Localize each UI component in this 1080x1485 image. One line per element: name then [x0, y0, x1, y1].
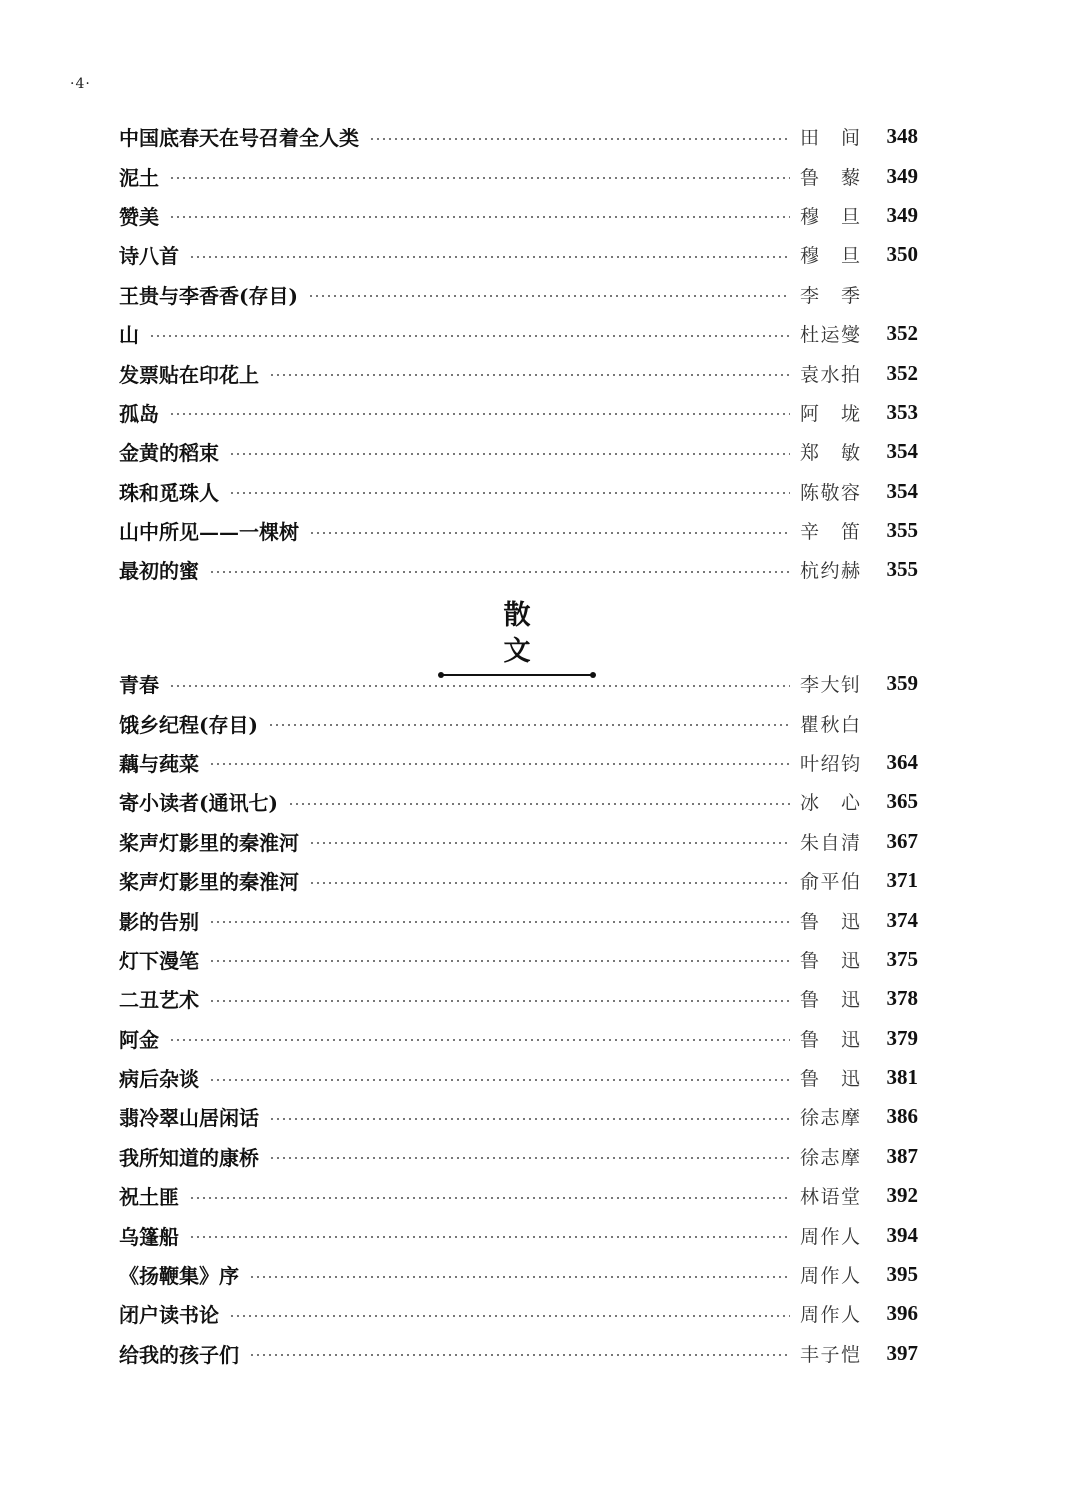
entry-author: 辛 笛 [800, 521, 860, 544]
dot-leader [209, 919, 790, 925]
dot-leader [209, 761, 790, 767]
toc-entry [119, 353, 918, 392]
entry-author: 田 间 [800, 127, 860, 150]
entry-author: 杜运燮 [800, 324, 860, 347]
entry-title: 我所知道的康桥 [119, 1145, 259, 1170]
entry-page: 374 [886, 907, 918, 932]
entry-title: 饿乡纪程(存目) [119, 712, 258, 737]
dot-leader [269, 372, 790, 378]
entry-title: 金黄的稻束 [119, 441, 219, 466]
entry-page: 352 [886, 321, 918, 346]
dot-leader [189, 254, 790, 260]
dot-leader [209, 998, 790, 1004]
entry-author: 鲁 迅 [800, 949, 860, 972]
dot-leader [268, 722, 790, 728]
entry-title: 翡冷翠山居闲话 [119, 1106, 259, 1131]
dot-leader [169, 214, 790, 220]
dot-leader [189, 1195, 790, 1201]
entry-page: 350 [886, 242, 918, 267]
entry-title: 中国底春天在号召着全人类 [119, 126, 359, 151]
toc-entry [119, 782, 918, 821]
entry-page: 367 [886, 828, 918, 853]
entry-page: 395 [886, 1262, 918, 1287]
entry-author: 郑 敏 [800, 442, 860, 465]
entry-page: 354 [886, 478, 918, 503]
dot-leader [149, 333, 790, 339]
entry-author: 周作人 [800, 1225, 860, 1248]
entry-title: 赞美 [119, 204, 159, 229]
dot-leader [288, 801, 790, 807]
entry-author: 鲁 藜 [800, 166, 860, 189]
dot-leader [229, 490, 790, 496]
entry-author: 杭约赫 [800, 560, 860, 583]
entry-title: 寄小读者(通讯七) [119, 791, 278, 816]
toc-entry [119, 1255, 918, 1294]
entry-page: 371 [886, 868, 918, 893]
toc-entry [119, 1176, 918, 1215]
toc-entry [119, 550, 918, 589]
entry-page: 392 [886, 1183, 918, 1208]
dot-leader [169, 411, 790, 417]
dot-leader [309, 840, 790, 846]
entry-title: 桨声灯影里的秦淮河 [119, 870, 299, 895]
toc-entry [119, 432, 918, 471]
entry-author: 冰 心 [800, 792, 860, 815]
toc-entry [119, 664, 918, 703]
entry-author: 袁水拍 [800, 363, 860, 386]
entry-page: 397 [886, 1340, 918, 1365]
entry-title: 诗八首 [119, 244, 179, 269]
entry-page: 349 [886, 163, 918, 188]
dot-leader [169, 1037, 790, 1043]
toc-entry [119, 511, 918, 550]
entry-page: 364 [886, 749, 918, 774]
dot-leader [189, 1234, 790, 1240]
entry-page: 354 [886, 439, 918, 464]
entry-page: 348 [886, 124, 918, 149]
entry-page: 359 [886, 671, 918, 696]
entry-author: 徐志摩 [800, 1146, 860, 1169]
dot-leader [209, 958, 790, 964]
toc-entry [119, 196, 918, 235]
entry-title: 《扬鞭集》序 [119, 1264, 239, 1289]
dot-leader [269, 1155, 790, 1161]
entry-title: 乌篷船 [119, 1224, 179, 1249]
toc-entry [119, 743, 918, 782]
dot-leader [209, 1077, 790, 1083]
toc-entry [119, 822, 918, 861]
dot-leader [169, 683, 790, 689]
dot-leader [229, 451, 790, 457]
entry-author: 鲁 迅 [800, 1068, 860, 1091]
entry-page: 394 [886, 1222, 918, 1247]
toc-entry [119, 1215, 918, 1254]
entry-title: 藕与莼菜 [119, 751, 199, 776]
entry-author: 鲁 迅 [800, 910, 860, 933]
entry-author: 李 季 [800, 284, 860, 307]
toc-entry [119, 1097, 918, 1136]
toc-entry [119, 472, 918, 511]
entry-title: 山中所见——一棵树 [119, 520, 299, 545]
entry-author: 陈敬容 [800, 481, 860, 504]
entry-page: 353 [886, 399, 918, 424]
entry-title: 孤岛 [119, 401, 159, 426]
dot-leader [309, 530, 790, 536]
dot-leader [269, 1116, 790, 1122]
toc-entry [119, 979, 918, 1018]
toc-entry [119, 314, 918, 353]
entry-author: 周作人 [800, 1265, 860, 1288]
entry-page: 379 [886, 1025, 918, 1050]
toc-entry [119, 1019, 918, 1058]
dot-leader [309, 880, 790, 886]
entry-author: 阿 垅 [800, 402, 860, 425]
toc-entry [119, 393, 918, 432]
entry-author: 周作人 [800, 1304, 860, 1327]
entry-author: 徐志摩 [800, 1107, 860, 1130]
entry-page: 378 [886, 986, 918, 1011]
entry-page: 386 [886, 1104, 918, 1129]
entry-title: 最初的蜜 [119, 559, 199, 584]
entry-page: 396 [886, 1301, 918, 1326]
entry-title: 灯下漫笔 [119, 948, 199, 973]
toc-entry [119, 1294, 918, 1333]
entry-title: 阿金 [119, 1027, 159, 1052]
entry-title: 山 [119, 323, 139, 348]
entry-title: 青春 [119, 673, 159, 698]
toc-entry [119, 900, 918, 939]
dot-leader [229, 1313, 790, 1319]
section-title: 散 文 [503, 600, 557, 667]
toc-entry [119, 156, 918, 195]
entry-author: 穆 旦 [800, 205, 860, 228]
entry-page: 352 [886, 360, 918, 385]
entry-page: 381 [886, 1065, 918, 1090]
entry-title: 桨声灯影里的秦淮河 [119, 830, 299, 855]
entry-title: 影的告别 [119, 909, 199, 934]
entry-title: 病后杂谈 [119, 1067, 199, 1092]
entry-author: 俞平伯 [800, 871, 860, 894]
entry-title: 给我的孩子们 [119, 1342, 239, 1367]
toc-entry [119, 703, 918, 742]
entry-author: 朱自清 [800, 831, 860, 854]
entry-title: 珠和觅珠人 [119, 480, 219, 505]
toc-entry [119, 1137, 918, 1176]
entry-title: 王贵与李香香(存目) [119, 283, 298, 308]
dot-leader [169, 175, 790, 181]
entry-page: 355 [886, 557, 918, 582]
dot-leader [249, 1274, 790, 1280]
entry-page: 365 [886, 789, 918, 814]
entry-author: 林语堂 [800, 1186, 860, 1209]
entry-author: 叶绍钧 [800, 752, 860, 775]
dot-leader [249, 1352, 790, 1358]
toc-entry [119, 1334, 918, 1373]
entry-author: 李大钊 [800, 674, 860, 697]
entry-title: 祝土匪 [119, 1185, 179, 1210]
entry-title: 发票贴在印花上 [119, 362, 259, 387]
entry-page: 375 [886, 946, 918, 971]
poetry-toc-list [119, 117, 918, 590]
entry-title: 二丑艺术 [119, 988, 199, 1013]
entry-title: 闭户读书论 [119, 1303, 219, 1328]
page-number: ·4· [70, 76, 91, 92]
entry-author: 鲁 迅 [800, 1028, 860, 1051]
entry-page: 355 [886, 518, 918, 543]
toc-entry [119, 235, 918, 274]
entry-author: 瞿秋白 [800, 713, 860, 736]
entry-author: 鲁 迅 [800, 989, 860, 1012]
entry-page: 349 [886, 202, 918, 227]
dot-leader [209, 569, 790, 575]
toc-entry [119, 117, 918, 156]
dot-leader [369, 136, 790, 142]
entry-page: 387 [886, 1143, 918, 1168]
toc-entry [119, 861, 918, 900]
prose-toc-list [119, 664, 918, 1373]
toc-entry [119, 940, 918, 979]
entry-author: 穆 旦 [800, 245, 860, 268]
dot-leader [308, 293, 790, 299]
entry-author: 丰子恺 [800, 1343, 860, 1366]
entry-title: 泥土 [119, 165, 159, 190]
toc-entry [119, 275, 918, 314]
toc-entry [119, 1058, 918, 1097]
